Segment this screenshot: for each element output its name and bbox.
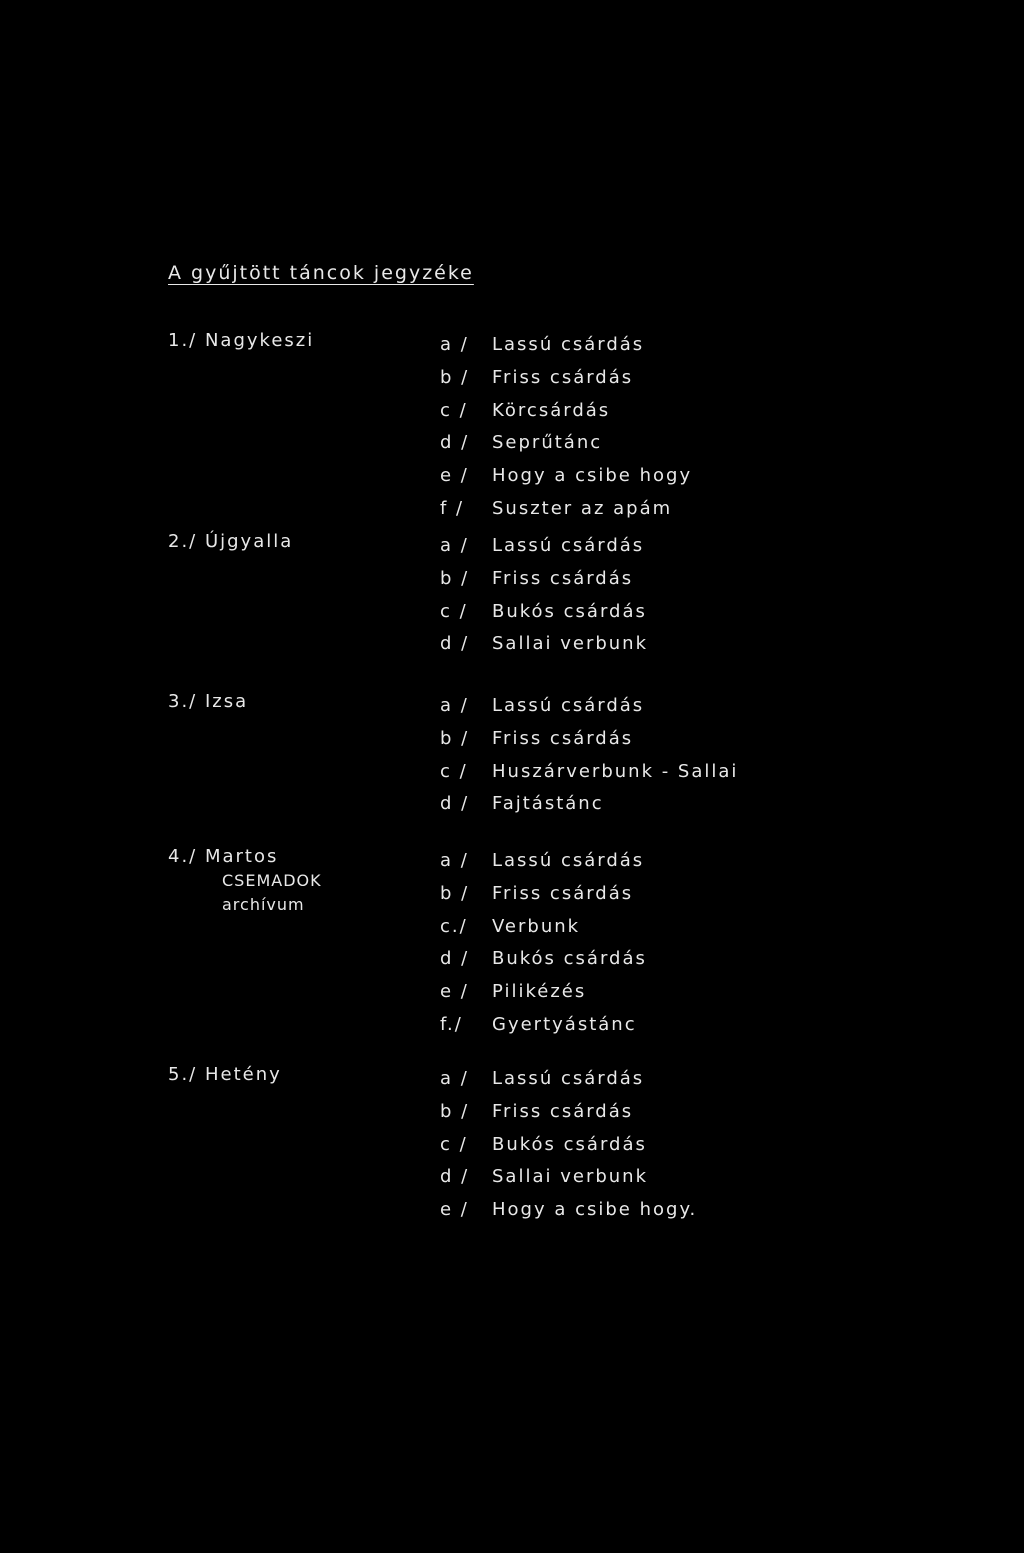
dance-item [440, 756, 738, 789]
dance-name: Friss csárdás [492, 1100, 634, 1122]
dance-letter: a / [440, 535, 469, 556]
dance-letter: c./ [440, 915, 468, 937]
dance-letter: f./ [440, 1013, 463, 1035]
dance-letter: b / [440, 567, 470, 589]
dance-letter: a / [440, 850, 469, 871]
dance-item [440, 1009, 647, 1042]
dance-name: Hogy a csibe hogy [492, 465, 693, 487]
dance-name: Fajtástánc [492, 793, 604, 815]
dance-name: Körcsárdás [492, 399, 611, 421]
village-name [168, 845, 408, 917]
dance-letter: b / [440, 882, 470, 904]
dance-name: Friss csárdás [492, 366, 634, 388]
dance-name: Bukós csárdás [492, 1133, 647, 1155]
dance-letter: a / [440, 334, 469, 355]
dance-name: Sallai verbunk [492, 1166, 649, 1188]
dance-letter: a / [440, 1068, 469, 1089]
page-title: A gyűjtött táncok jegyzéke [168, 262, 474, 284]
dance-name: Seprűtánc [492, 432, 603, 454]
village-label: 2./ Újgyalla [168, 531, 294, 552]
dance-items [440, 1063, 697, 1227]
dance-item [440, 723, 738, 756]
dance-item [440, 1194, 697, 1227]
dance-letter: d / [440, 1166, 470, 1188]
dance-item [440, 1161, 697, 1194]
dance-item [440, 878, 647, 911]
dance-item [440, 943, 647, 976]
dance-items [440, 530, 648, 661]
village-label: 1./ Nagykeszi [168, 330, 315, 351]
dance-items [440, 845, 647, 1042]
dance-name: Suszter az apám [492, 497, 673, 519]
dance-item [440, 530, 648, 563]
dance-item [440, 427, 692, 460]
dance-item [440, 628, 648, 661]
village-label: 3./ Izsa [168, 691, 249, 712]
dance-letter: e / [440, 1199, 469, 1221]
dance-name: Lassú csárdás [492, 695, 645, 716]
village-name [168, 1063, 408, 1087]
dance-item [440, 911, 647, 944]
dance-item [440, 1063, 697, 1096]
dance-items [440, 329, 692, 526]
dance-letter: d / [440, 793, 470, 815]
dance-item [440, 1096, 697, 1129]
dance-item [440, 362, 692, 395]
dance-letter: f / [440, 497, 465, 519]
dance-item [440, 845, 647, 878]
dance-letter: e / [440, 465, 469, 487]
dance-items [440, 690, 738, 821]
dance-name: Lassú csárdás [492, 334, 645, 355]
dance-item [440, 690, 738, 723]
village-label: 5./ Hetény [168, 1064, 282, 1085]
dance-letter: c / [440, 600, 468, 622]
dance-name: Bukós csárdás [492, 600, 647, 622]
dance-name: Lassú csárdás [492, 850, 645, 871]
dance-letter: e / [440, 981, 469, 1003]
dance-name: Pilikézés [492, 981, 587, 1003]
dance-item [440, 976, 647, 1009]
dance-item [440, 1129, 697, 1162]
dance-letter: b / [440, 366, 470, 388]
dance-item [440, 460, 692, 493]
dance-name: Friss csárdás [492, 727, 634, 749]
village-name [168, 329, 408, 353]
dance-name: Huszárverbunk - Sallai [492, 760, 739, 782]
dance-letter: c / [440, 760, 468, 782]
dance-item [440, 563, 648, 596]
dance-name: Gyertyástánc [492, 1013, 637, 1035]
dance-name: Friss csárdás [492, 567, 634, 589]
dance-name: Friss csárdás [492, 882, 634, 904]
dance-letter: d / [440, 948, 470, 970]
dance-item [440, 493, 692, 526]
dance-item [440, 395, 692, 428]
dance-name: Hogy a csibe hogy. [492, 1199, 698, 1221]
dance-name: Verbunk [492, 915, 581, 937]
village-label: 4./ Martos [168, 846, 279, 867]
dance-letter: b / [440, 727, 470, 749]
dance-letter: b / [440, 1100, 470, 1122]
dance-item [440, 788, 738, 821]
dance-letter: a / [440, 695, 469, 716]
dance-letter: c / [440, 1133, 468, 1155]
village-note: CSEMADOK archívum [222, 871, 322, 914]
dance-item [440, 329, 692, 362]
village-name [168, 530, 408, 554]
dance-letter: d / [440, 633, 470, 655]
dance-name: Sallai verbunk [492, 633, 649, 655]
dance-letter: c / [440, 399, 468, 421]
dance-name: Lassú csárdás [492, 535, 645, 556]
dance-item [440, 596, 648, 629]
dance-name: Lassú csárdás [492, 1068, 645, 1089]
village-name [168, 690, 408, 714]
dance-name: Bukós csárdás [492, 948, 647, 970]
dance-letter: d / [440, 432, 470, 454]
